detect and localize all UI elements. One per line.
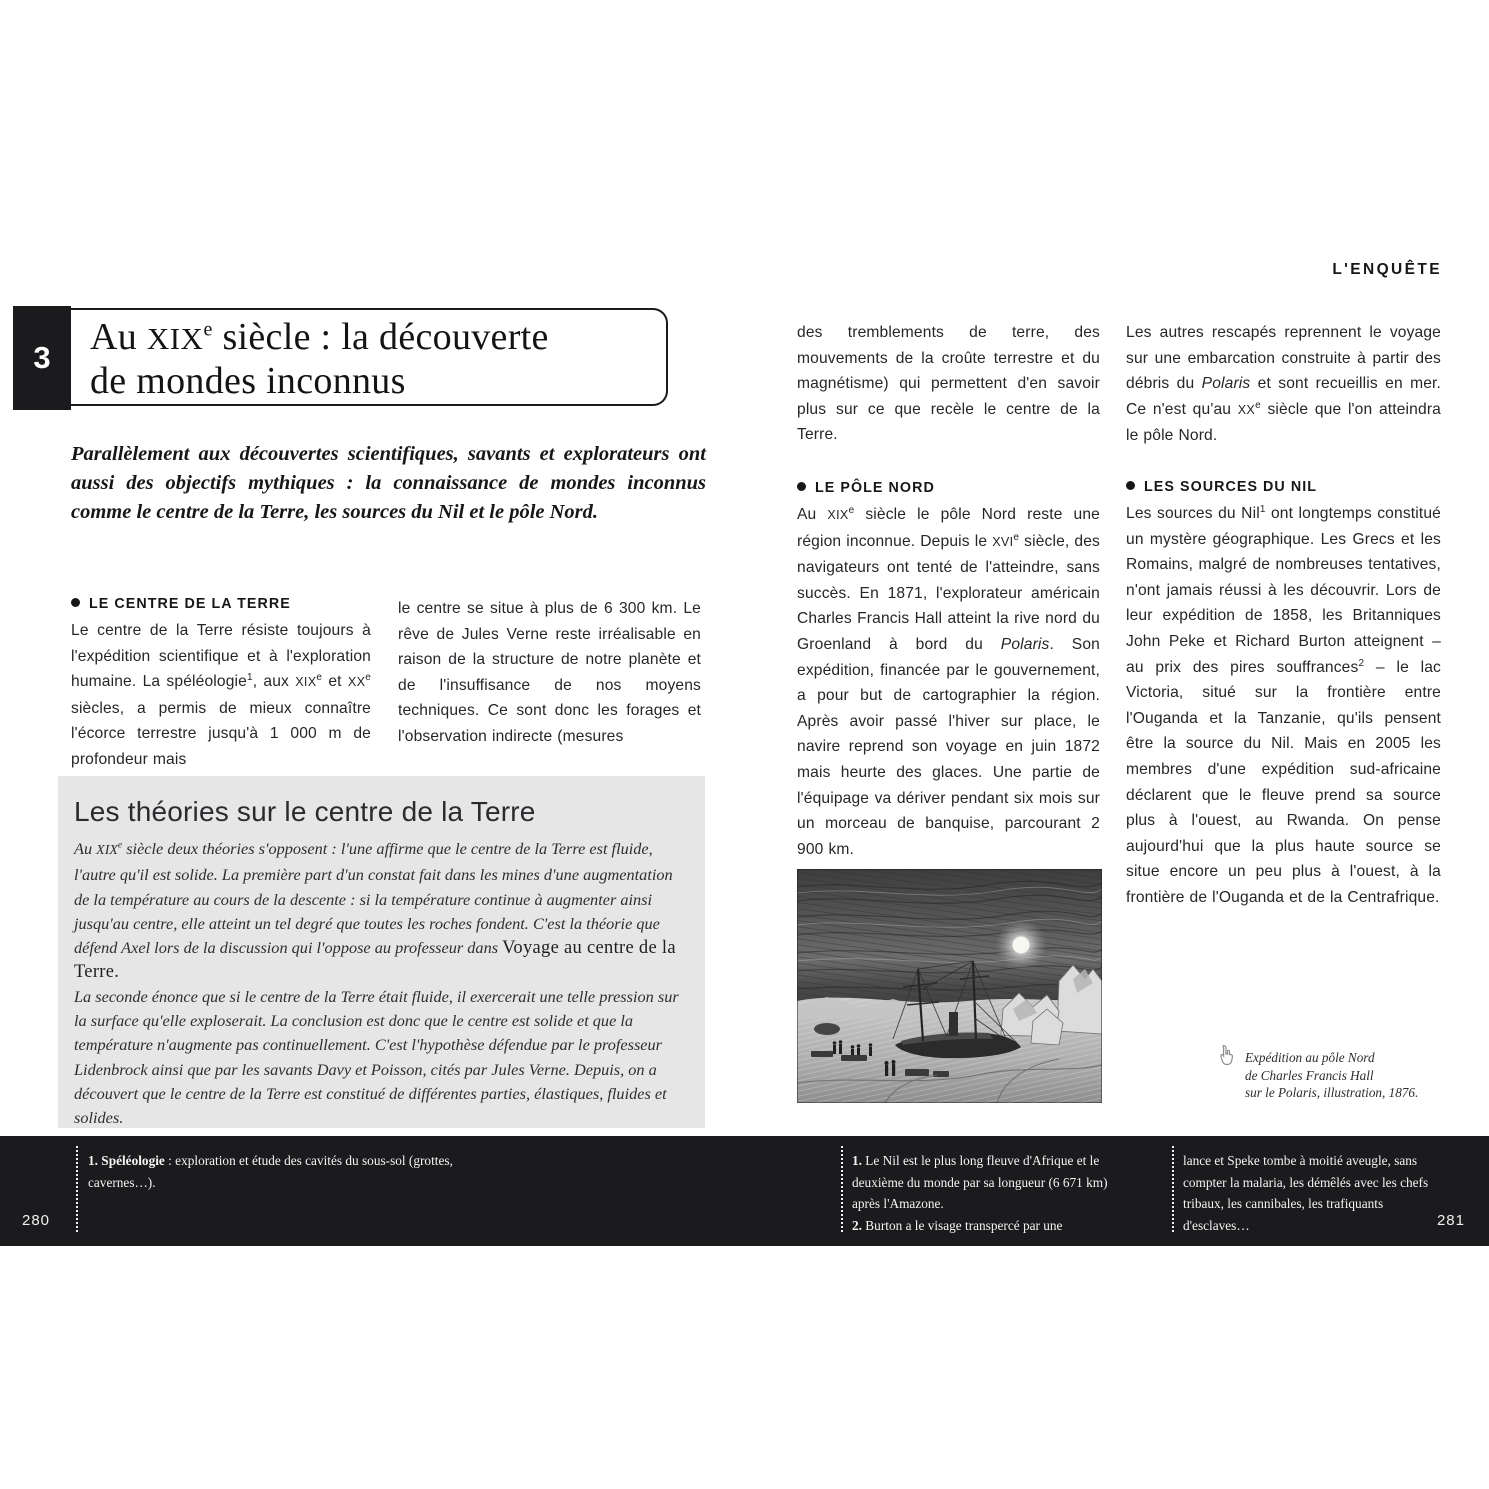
sidebar-title: Les théories sur le centre de la Terre bbox=[74, 796, 536, 827]
paragraph-centre-terre-2: le centre se situe à plus de 6 300 km. Le rêve de Jules Verne reste irréalisable en raison de la structure de notre planète et de l'insuffisance de nos moyens techniques. Ce sont donc les forages et l'observation indirecte (mesures bbox=[398, 600, 701, 745]
chapter-number: 3 bbox=[33, 340, 51, 375]
subheading-les-sources-du-nil: LES SOURCES DU NIL bbox=[1126, 479, 1441, 495]
column-1 bbox=[71, 596, 371, 773]
footnote-divider-left bbox=[76, 1146, 78, 1232]
illustration-caption bbox=[1245, 1049, 1445, 1102]
footnote-right-text: lance et Speke tombe à moitié aveugle, sans compter la malaria, les démêlés avec les chefs tribaux, les cannibales, les trafiquants d'esclaves… bbox=[1183, 1153, 1429, 1233]
bullet-icon bbox=[797, 482, 806, 491]
sidebar-body bbox=[58, 828, 705, 1131]
paragraph-centre-terre-1: Le centre de la Terre résiste toujours à l'expédition scientifique et à l'exploration humaine. La spéléologie$^1$, aux XIXe et XXe siècles, a permis de mieux connaître l'écorce terrestre jusqu'à 1 000 m de profondeur mais bbox=[71, 622, 371, 768]
page-number-right: 281 bbox=[1436, 1212, 1465, 1229]
bullet-icon bbox=[1126, 481, 1135, 490]
footnote-divider-right bbox=[1172, 1146, 1174, 1232]
footnote-left-text: : exploration et étude des cavités du sous-sol (grottes, cavernes…). bbox=[88, 1153, 453, 1190]
title-roman-numeral: XIX bbox=[146, 321, 204, 356]
subheading-le-pole-nord: LE PÔLE NORD bbox=[797, 480, 1100, 496]
illustration-polaris-arctic bbox=[797, 869, 1102, 1103]
sidebar-paragraph-2: La seconde énonce que si le centre de la Terre était fluide, il exercerait une telle pression sur la surface qu'elle exploserait. La conclusion est donc que le centre est solide et que la température n'augmente pas continuellement. C'est l'hypothèse défendue par le professeur Lidenbrock ainsi que par les savants Davy et Poisson, cités par Jules Verne. Depuis, on a découvert que le centre de la Terre est constitué de différentes parties, élastiques, fluides et solides. bbox=[74, 986, 679, 1128]
footnote-mid bbox=[852, 1150, 1120, 1236]
footnote-ref-2[interactable]: 2 bbox=[1358, 657, 1365, 669]
footnote-left bbox=[88, 1150, 508, 1193]
paragraph-pole-nord-1: Au XIXe siècle le pôle Nord reste une région inconnue. Depuis le XVIe siècle, des navigateurs ont tenté de l'atteindre, sans succès. En 1871, l'explorateur américain Charles Francis Hall atteint la rive nord du Groenland à bord du Polaris. Son expédition, financée par le gouvernement, a pour but de cartographier la région. Après avoir passé l'hiver sur place, le navire reprend son voyage en juin 1872 mais heurte des glaces. Une partie de l'équipage va dériver pendant six mois sur un morceau de banquise, parcourant 2 900 km. bbox=[797, 504, 1101, 858]
caption-line-1: Expédition au pôle Nord bbox=[1245, 1050, 1375, 1065]
footnote-ref-1[interactable]: 1 bbox=[246, 672, 253, 683]
paragraph-pole-nord-2: Les autres rescapés reprennent le voyage sur une embarcation construite à partir des débris du Polaris et sont recueillis en mer. Ce n'est qu'au XXe siècle que l'on atteindra le pôle Nord. bbox=[1126, 324, 1442, 445]
sidebar-paragraph-1: Au XIXe siècle deux théories s'opposent : l'une affirme que le centre de la Terre est fluide, l'autre qu'il est solide. La première part d'un constat fait dans les mines d'une augmentation de la température au cours de la descente : si la température continue à augmenter ainsi jusqu'au centre, elle atteint un tel degré que toutes les roches fondent. C'est la théorie que défend Axel lors de la discussion qui l'oppose au professeur dans Voyage au centre de la Terre. bbox=[74, 839, 676, 983]
book-title-voyage: Voyage au centre de la Terre. bbox=[74, 938, 676, 983]
title-line-2: de mondes inconnus bbox=[90, 360, 406, 402]
subheading-centre-de-la-terre: LE CENTRE DE LA TERRE bbox=[71, 596, 371, 612]
column-4 bbox=[1126, 320, 1441, 910]
caption-line-2: de Charles Francis Hall bbox=[1245, 1067, 1374, 1083]
footnote-mid-item-2: 2. Burton a le visage transpercé par une bbox=[852, 1217, 1063, 1233]
page-title bbox=[90, 316, 665, 403]
engraving-graphic bbox=[797, 869, 1102, 1103]
footnote-divider-mid bbox=[841, 1146, 843, 1232]
footnote-mid-item-1: 1. Le Nil est le plus long fleuve d'Afrique et le deuxième du monde par sa longueur (6 671 km) après l'Amazone. bbox=[852, 1153, 1108, 1211]
standfirst-paragraph: Parallèlement aux découvertes scientifiques, savants et explorateurs ont aussi des objectifs mythiques : la connaissance de mondes inconnus comme le centre de la Terre, les sources du Nil et le pôle Nord. bbox=[71, 443, 706, 523]
title-line-1: Au XIXe siècle : la découverte bbox=[90, 316, 549, 358]
footnote-right bbox=[1183, 1150, 1453, 1236]
column-3 bbox=[797, 320, 1100, 862]
hand-cursor-icon bbox=[1218, 1043, 1238, 1067]
caption-pointer-icon bbox=[1218, 1043, 1238, 1067]
bullet-icon bbox=[71, 598, 80, 607]
footnote-left-marker: 1. Spéléologie bbox=[88, 1153, 165, 1168]
footnote-ref-1[interactable]: 1 bbox=[1259, 503, 1266, 515]
title-ordinal-suffix: e bbox=[203, 318, 213, 341]
ship-name-polaris: Polaris bbox=[1201, 375, 1251, 393]
paragraph-sources-nil: Les sources du Nil$^1$ ont longtemps constitué un mystère géographique. Les Grecs et les Romains, malgré de nombreuses tentatives, n'ont jamais réussi à les découvrir. Lors de leur expédition de 1858, les Britanniques John Peke et Richard Burton atteignent – au prix des pires souffrances$^2$ – le lac Victoria, situé sur la frontière entre l'Ouganda et la Tanzanie, qu'ils pensent être la source du Nil. Mais en 2005 les membres d'une expédition sud-africaine déclarent que le fleuve prend sa source plus à l'ouest, au Rwanda. On pense aujourd'hui que la plus haute source se situe encore un peu plus à l'ouest, à la frontière de l'Ouganda et de la Centrafrique. bbox=[1126, 503, 1442, 906]
page-number-left: 280 bbox=[22, 1212, 51, 1229]
ship-name-polaris: Polaris bbox=[1000, 635, 1050, 653]
caption-line-3: sur le Polaris, illustration, 1876. bbox=[1245, 1085, 1419, 1100]
paragraph-centre-terre-3: des tremblements de terre, des mouvements de la croûte terrestre et du magnétisme) qui permettent d'en savoir plus sur ce que recèle le centre de la Terre. bbox=[797, 324, 1100, 444]
sidebar-theories-box bbox=[58, 776, 705, 1128]
chapter-number-badge bbox=[13, 306, 71, 410]
column-2 bbox=[398, 596, 701, 750]
running-head: L'ENQUÊTE bbox=[1332, 261, 1442, 278]
